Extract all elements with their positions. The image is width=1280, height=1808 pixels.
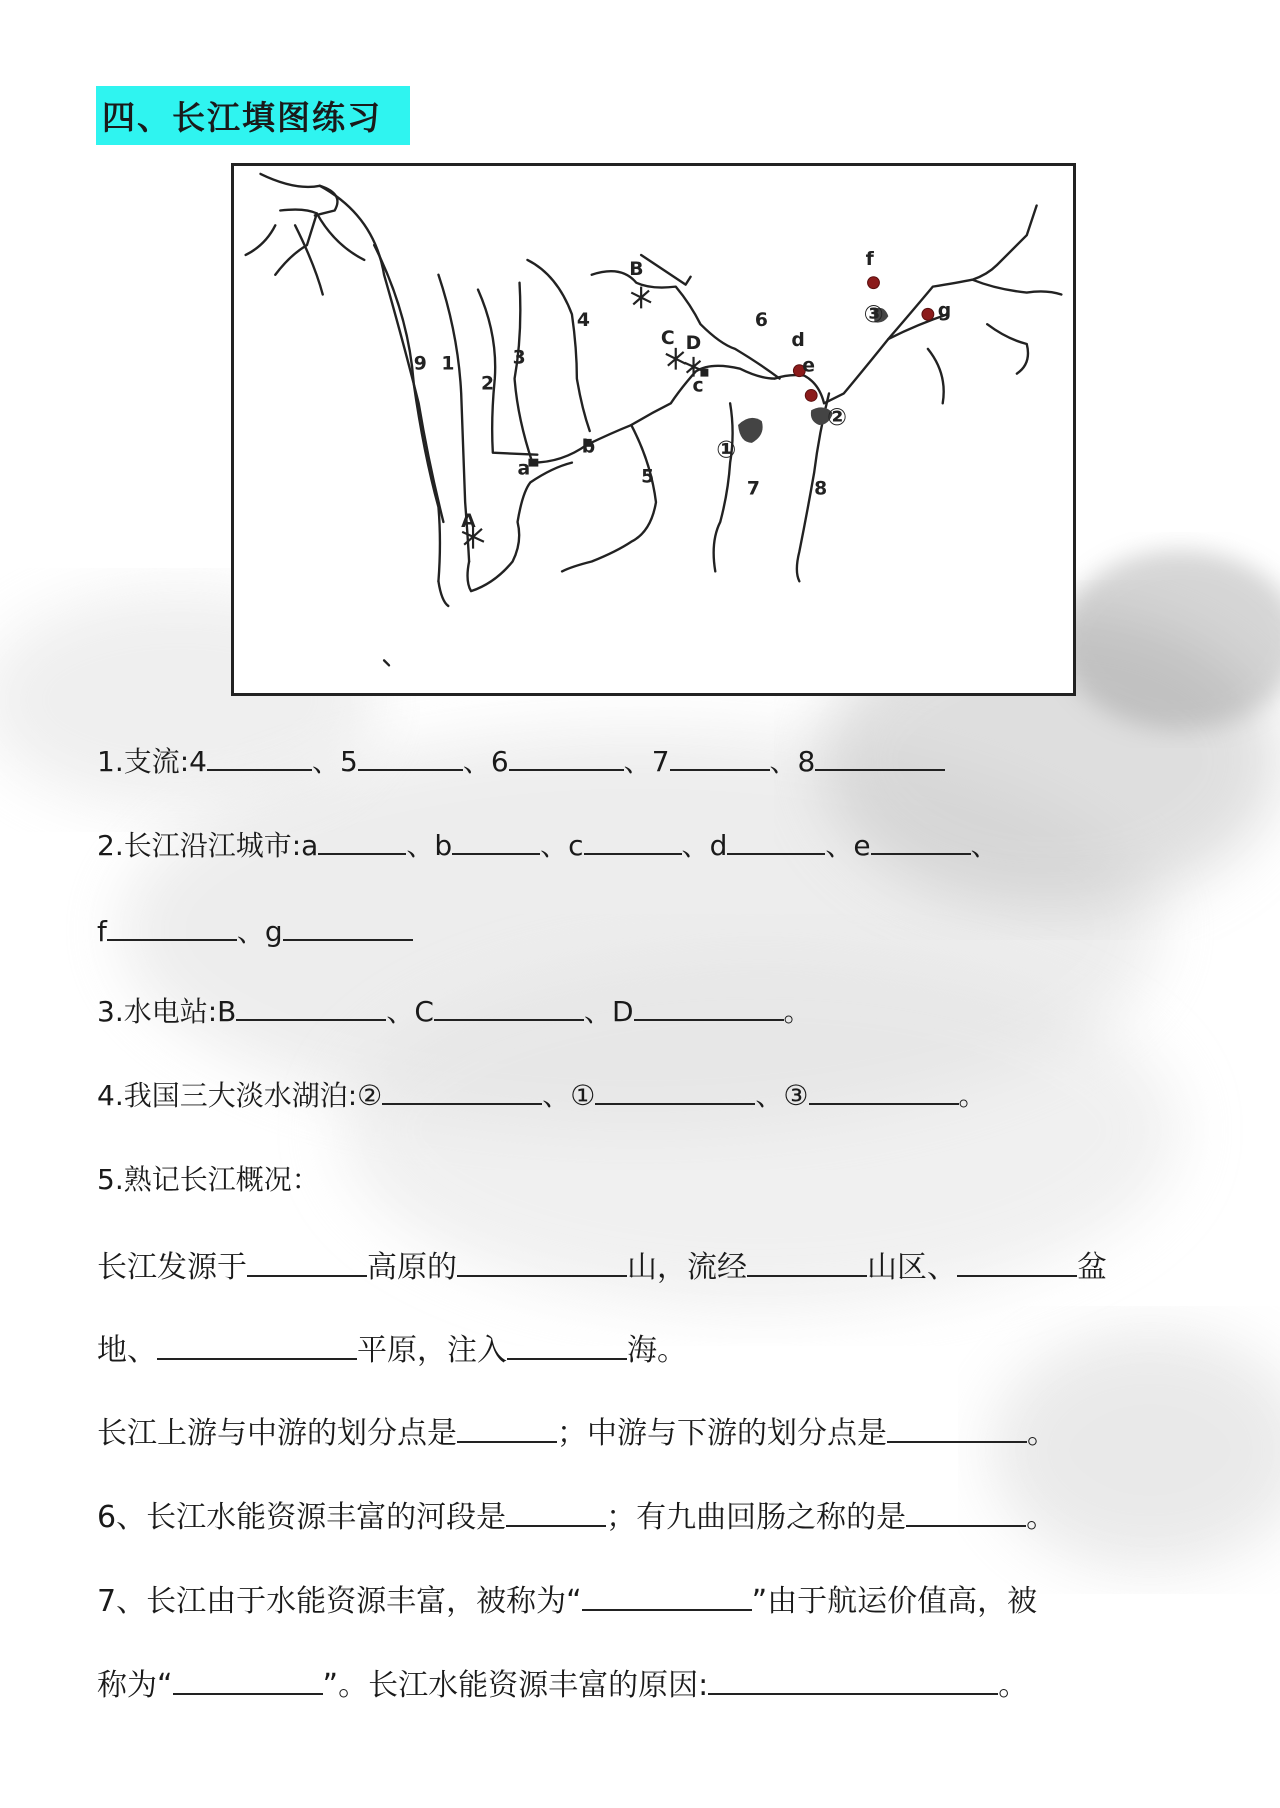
station-B-star — [631, 287, 651, 309]
tributary-1-label: 1 — [441, 353, 455, 375]
station-B-label: B — [629, 258, 644, 280]
answer-blank[interactable] — [507, 1336, 627, 1360]
station-C-star — [666, 348, 686, 370]
tributary-7-label: 7 — [746, 478, 760, 500]
answer-blank[interactable] — [247, 1253, 367, 1277]
tributary-9-label: 9 — [413, 353, 427, 375]
city-g-label: g — [937, 300, 952, 322]
answer-blank[interactable] — [452, 831, 540, 855]
tributary-8-label: 8 — [814, 478, 828, 500]
question-5-heading: 5.熟记长江概况： — [97, 1163, 320, 1196]
answer-blank[interactable] — [906, 1503, 1026, 1527]
question-5-line-1: 长江发源于 高原的 山，流经 山区、 盆 — [97, 1250, 1107, 1285]
answer-blank[interactable] — [283, 917, 413, 941]
lake-1-shape — [738, 418, 763, 443]
lake-3-label: ③ — [863, 300, 884, 329]
answer-blank[interactable] — [809, 1081, 959, 1105]
yangtze-river-map — [231, 163, 1076, 696]
station-D-star — [685, 357, 703, 377]
answer-blank[interactable] — [457, 1419, 557, 1443]
city-f-label: f — [865, 248, 874, 270]
answer-blank[interactable] — [107, 917, 237, 941]
question-3: 3.水电站:B 、C 、D 。 — [97, 995, 812, 1028]
answer-blank[interactable] — [582, 1587, 752, 1611]
answer-blank[interactable] — [871, 831, 971, 855]
answer-blank[interactable] — [747, 1253, 867, 1277]
city-e-dot — [805, 389, 817, 401]
question-4: 4.我国三大淡水湖泊:② 、① 、③ 。 — [97, 1079, 987, 1112]
question-6: 6、长江水能资源丰富的河段是 ；有九曲回肠之称的是 。 — [97, 1500, 1057, 1535]
answer-blank[interactable] — [509, 747, 624, 771]
tributary-6-label: 6 — [754, 310, 768, 332]
answer-blank[interactable] — [708, 1671, 998, 1695]
tributary-4-label: 4 — [576, 310, 590, 332]
city-d-label: d — [791, 329, 805, 351]
question-1: 1.支流:4 、5 、6 、7 、8 — [97, 740, 945, 780]
question-5-line-2: 地、 平原，注入 海。 — [97, 1333, 687, 1368]
answer-blank[interactable] — [157, 1336, 357, 1360]
answer-blank[interactable] — [382, 1081, 542, 1105]
question-2: 2.长江沿江城市:a 、b 、c 、d 、e 、 — [97, 829, 999, 862]
city-c-label: c — [692, 375, 704, 397]
answer-blank[interactable] — [815, 747, 945, 771]
answer-blank[interactable] — [584, 831, 682, 855]
answer-blank[interactable] — [506, 1503, 606, 1527]
city-b-label: b — [581, 436, 596, 458]
tributary-5-label: 5 — [641, 466, 655, 488]
station-D-label: D — [685, 332, 702, 354]
answer-blank[interactable] — [957, 1253, 1077, 1277]
answer-blank[interactable] — [207, 747, 312, 771]
station-A-label: A — [461, 510, 476, 532]
answer-blank[interactable] — [318, 831, 406, 855]
question-5-line-3: 长江上游与中游的划分点是 ；中游与下游的划分点是 。 — [97, 1416, 1057, 1451]
answer-blank[interactable] — [887, 1419, 1027, 1443]
answer-blank[interactable] — [236, 997, 386, 1021]
answer-blank[interactable] — [670, 747, 770, 771]
answer-blank[interactable] — [727, 831, 825, 855]
page-title: 四、长江填图练习 — [96, 86, 410, 145]
answer-blank[interactable] — [358, 747, 463, 771]
answer-blank[interactable] — [434, 997, 584, 1021]
river-map-drawing — [234, 166, 1073, 693]
city-f-dot — [868, 277, 880, 289]
answer-blank[interactable] — [634, 997, 784, 1021]
answer-blank[interactable] — [173, 1671, 323, 1695]
lake-1-label: ① — [716, 435, 737, 464]
question-2-line-2: f 、g — [97, 910, 413, 950]
city-e-label: e — [802, 355, 816, 377]
tributary-2-label: 2 — [480, 373, 495, 395]
station-C-label: C — [660, 327, 675, 349]
city-g-dot — [922, 308, 934, 320]
answer-blank[interactable] — [457, 1253, 627, 1277]
question-7-line-2: 称为“ ”。长江水能资源丰富的原因: 。 — [97, 1668, 1029, 1703]
city-a-label: a — [517, 458, 531, 480]
lake-2-label: ② — [827, 403, 848, 432]
question-7-line-1: 7、长江由于水能资源丰富，被称为“ ”由于航运价值高，被 — [97, 1584, 1038, 1619]
tributary-3-label: 3 — [512, 347, 526, 369]
answer-blank[interactable] — [595, 1081, 755, 1105]
